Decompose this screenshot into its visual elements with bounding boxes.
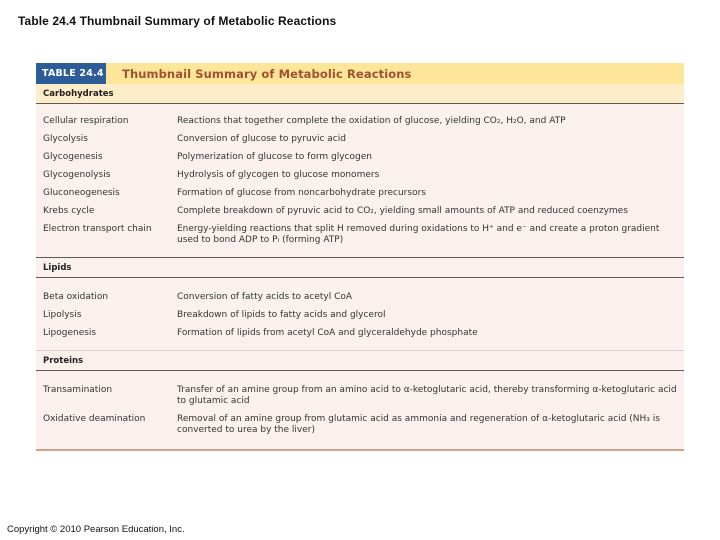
table-heading: Thumbnail Summary of Metabolic Reactions: [122, 66, 412, 81]
table-row: [36, 112, 684, 130]
description-cell: Energy-yielding reactions that split H removed during oxidations to H⁺ and e⁻ and create a proton gradient used to bond ADP to Pᵢ (forming ATP): [177, 223, 660, 245]
term-cell: Cellular respiration: [43, 115, 129, 126]
description-cell: Removal of an amine group from glutamic acid as ammonia and regeneration of α-ketoglutaric acid (NH₃ is converted to urea by the liver): [177, 413, 660, 435]
term-cell: Lipolysis: [43, 309, 82, 320]
description-cell: Complete breakdown of pyruvic acid to CO₂, yielding small amounts of ATP and reduced coenzymes: [177, 205, 628, 216]
table-row: [36, 184, 684, 202]
section-body-lipids: [36, 278, 684, 350]
table-row: [36, 220, 684, 249]
description-cell: Transfer of an amine group from an amino acid to α-ketoglutaric acid, thereby transforming α-ketoglutaric acid to glutamic acid: [177, 384, 677, 406]
table-row: [36, 381, 684, 410]
table-row: [36, 130, 684, 148]
section-header-proteins: Proteins: [36, 350, 684, 371]
section-body-carbohydrates: [36, 104, 684, 257]
term-cell: Glycogenolysis: [43, 169, 111, 180]
description-cell: Breakdown of lipids to fatty acids and glycerol: [177, 309, 386, 320]
description-cell: Polymerization of glucose to form glycogen: [177, 151, 372, 162]
table-row: [36, 410, 684, 439]
term-cell: Glycolysis: [43, 133, 88, 144]
table-row: [36, 288, 684, 306]
term-cell: Oxidative deamination: [43, 413, 146, 424]
description-cell: Formation of glucose from noncarbohydrate precursors: [177, 187, 426, 198]
section-body-proteins: [36, 371, 684, 449]
description-cell: Hydrolysis of glycogen to glucose monomers: [177, 169, 380, 180]
term-cell: Beta oxidation: [43, 291, 109, 302]
section-header-carbohydrates: Carbohydrates: [36, 84, 684, 104]
table-row: [36, 306, 684, 324]
term-cell: Lipogenesis: [43, 327, 97, 338]
metabolic-reactions-table: [36, 63, 684, 451]
term-cell: Glycogenesis: [43, 151, 103, 162]
term-cell: Gluconeogenesis: [43, 187, 120, 198]
term-cell: Krebs cycle: [43, 205, 95, 216]
table-row: [36, 148, 684, 166]
section-header-lipids: Lipids: [36, 257, 684, 278]
copyright-notice: Copyright © 2010 Pearson Education, Inc.: [7, 524, 185, 535]
slide-title: Table 24.4 Thumbnail Summary of Metabolic Reactions: [18, 14, 337, 28]
description-cell: Reactions that together complete the oxidation of glucose, yielding CO₂, H₂O, and ATP: [177, 115, 566, 126]
table-number-label: TABLE 24.4: [36, 63, 106, 84]
table-row: [36, 202, 684, 220]
description-cell: Conversion of fatty acids to acetyl CoA: [177, 291, 353, 302]
description-cell: Conversion of glucose to pyruvic acid: [177, 133, 346, 144]
term-cell: Electron transport chain: [43, 223, 152, 234]
table-row: [36, 166, 684, 184]
term-cell: Transamination: [43, 384, 113, 395]
description-cell: Formation of lipids from acetyl CoA and glyceraldehyde phosphate: [177, 327, 478, 338]
table-row: [36, 324, 684, 342]
table-header: [36, 63, 684, 84]
